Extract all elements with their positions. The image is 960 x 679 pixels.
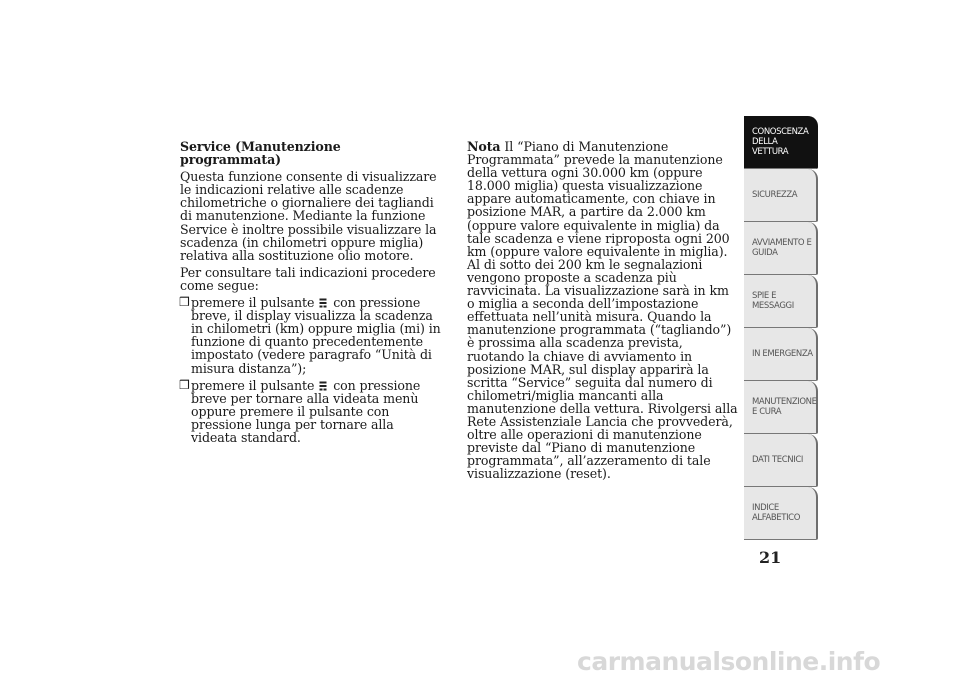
bullet-text-before: premere il pulsante	[191, 377, 315, 393]
left-column	[180, 140, 442, 448]
tab-label: DATI TECNICI	[752, 455, 803, 465]
tab-manutenzione-e-cura[interactable]	[744, 381, 818, 434]
tab-spie-e-messaggi[interactable]	[744, 275, 818, 328]
tab-label: MANUTENZIONE E CURA	[752, 397, 817, 417]
checkbox-bullet-icon: ❒	[179, 295, 190, 310]
watermark: carmanualsonline.info	[577, 647, 881, 676]
tab-in-emergenza[interactable]	[744, 328, 818, 381]
note-text: Il “Piano di Manutenzione Programmata” prevede la manutenzione della vettura ogni 30.000 km (oppure 18.000 miglia) questa visualizzazione appare automaticamente, con chiave in posizione MAR, a partire da 2.000 km (oppure valore equivalente in miglia) da tale scadenza e viene riproposta ogni 200 km (oppure valore equivalente in miglia). Al di sotto dei 200 km le segnalazioni vengono proposte a scadenza più ravvicinata. La visualizzazione sarà in km o miglia a seconda dell’impostazione effettuata nell’unità misura. Quando la manutenzione programmata (“tagliando”) è prossima alla scadenza prevista, ruotando la chiave di avviamento in posizione MAR, sul display apparirà la scritta “Service” seguita dal numero di chilometri/miglia mancanti alla manutenzione della vettura. Rivolgersi alla Rete Assistenziale Lancia che provvederà, oltre alle operazioni di manutenzione previste dal “Piano di manutenzione programmata”, all’azzeramento di tale visualizzazione (reset).	[467, 139, 738, 482]
note-paragraph	[467, 140, 739, 480]
bullet-item	[180, 296, 442, 375]
bullet-item	[180, 379, 442, 444]
menu-button-icon	[319, 381, 327, 391]
note-label: Nota	[467, 139, 501, 154]
bullet-text-before: premere il pulsante	[191, 295, 315, 311]
tab-label: CONOSCENZA DELLA VETTURA	[752, 127, 809, 157]
tab-sicurezza[interactable]	[744, 169, 818, 222]
checkbox-bullet-icon: ❒	[179, 377, 190, 392]
bullet-text-after: con pressione breve per tornare alla videata menù oppure premere il pulsante con pressione lunga per tornare alla videata standard.	[191, 377, 421, 445]
bullet-text-after: con pressione breve, il display visualizza la scadenza in chilometri (km) oppure miglia (mi) in funzione di quanto precedentemente impostato (vedere paragrafo “Unità di misura distanza”);	[191, 295, 441, 376]
tab-avviamento-e-guida[interactable]	[744, 222, 818, 275]
tab-label: INDICE ALFABETICO	[752, 503, 801, 523]
right-column	[467, 140, 739, 484]
menu-button-icon	[319, 298, 327, 308]
intro-paragraph: Questa funzione consente di visualizzare le indicazioni relative alle scadenze chilometriche o giornaliere dei tagliandi di manutenzione. Mediante la funzione Service è inoltre possibile visualizzare la scadenza (in chilometri oppure miglia) relativa alla sostituzione olio motore.	[180, 169, 437, 263]
tab-indice-alfabetico[interactable]	[744, 487, 818, 540]
tab-label: AVVIAMENTO E GUIDA	[752, 238, 812, 258]
tab-label: SICUREZZA	[752, 190, 798, 200]
procedure-paragraph: Per consultare tali indicazioni procedere come segue:	[180, 264, 436, 293]
tab-label: SPIE E MESSAGGI	[752, 291, 794, 311]
tab-conoscenza-della-vettura[interactable]	[744, 116, 818, 169]
section-tabs	[744, 116, 818, 540]
tab-label: IN EMERGENZA	[752, 349, 813, 359]
tab-dati-tecnici[interactable]	[744, 434, 818, 487]
section-heading: Service (Manutenzione programmata)	[180, 139, 341, 168]
page-number: 21	[759, 548, 782, 567]
